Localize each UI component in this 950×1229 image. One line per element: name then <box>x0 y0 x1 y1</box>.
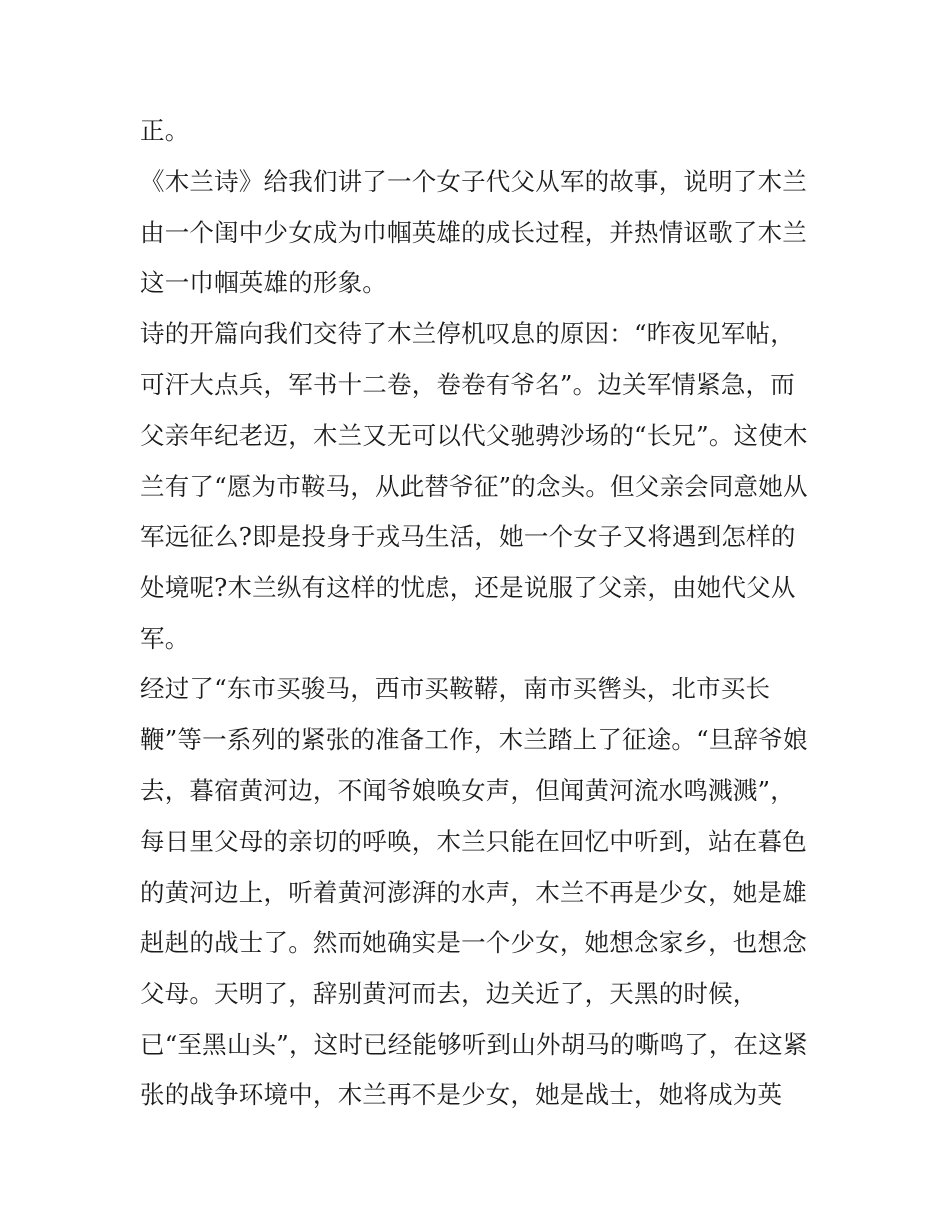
text-line: 兰有了“愿为市鞍马，从此替爷征”的念头。但父亲会同意她从 <box>140 472 808 501</box>
text-line: 经过了“东市买骏马，西市买鞍鞯，南市买辔头，北市买长 <box>140 674 771 703</box>
text-line: 父亲年纪老迈，木兰又无可以代父驰骋沙场的“长兄”。这使木 <box>140 421 808 450</box>
text-line: 鞭”等一系列的紧张的准备工作，木兰踏上了征途。“旦辞爷娘 <box>140 725 808 754</box>
text-line: 的黄河边上，听着黄河澎湃的水声，木兰不再是少女，她是雄 <box>140 878 807 907</box>
text-line: 处境呢?木兰纵有这样的忧虑，还是说服了父亲，由她代父从 <box>140 573 796 602</box>
text-line: 这一巾帼英雄的形象。 <box>140 268 387 297</box>
text-line: 已“至黑山头”，这时已经能够听到山外胡马的嘶鸣了，在这紧 <box>140 1030 808 1059</box>
text-line: 可汗大点兵，军书十二卷，卷卷有爷名”。边关军情紧急，而 <box>140 370 795 399</box>
text-line: 去，暮宿黄河边，不闻爷娘唤女声，但闻黄河流水鸣溅溅”， <box>140 776 795 805</box>
text-line: 诗的开篇向我们交待了木兰停机叹息的原因：“昨夜见军帖， <box>140 319 795 348</box>
text-line: 张的战争环境中，木兰再不是少女，她是战士，她将成为英 <box>140 1080 783 1109</box>
text-line: 赳赳的战士了。然而她确实是一个少女，她想念家乡，也想念 <box>140 928 807 957</box>
text-line: 《木兰诗》给我们讲了一个女子代父从军的故事，说明了木兰 <box>140 167 807 196</box>
text-line: 军。 <box>140 624 190 653</box>
text-line: 每日里父母的亲切的呼唤，木兰只能在回忆中听到，站在暮色 <box>140 827 807 856</box>
text-line: 正。 <box>140 116 190 145</box>
text-line: 军远征么?即是投身于戎马生活，她一个女子又将遇到怎样的 <box>140 522 796 551</box>
text-line: 父母。天明了，辞别黄河而去，边关近了，天黑的时候， <box>140 979 758 1008</box>
text-line: 由一个闺中少女成为巾帼英雄的成长过程，并热情讴歌了木兰 <box>140 218 807 247</box>
